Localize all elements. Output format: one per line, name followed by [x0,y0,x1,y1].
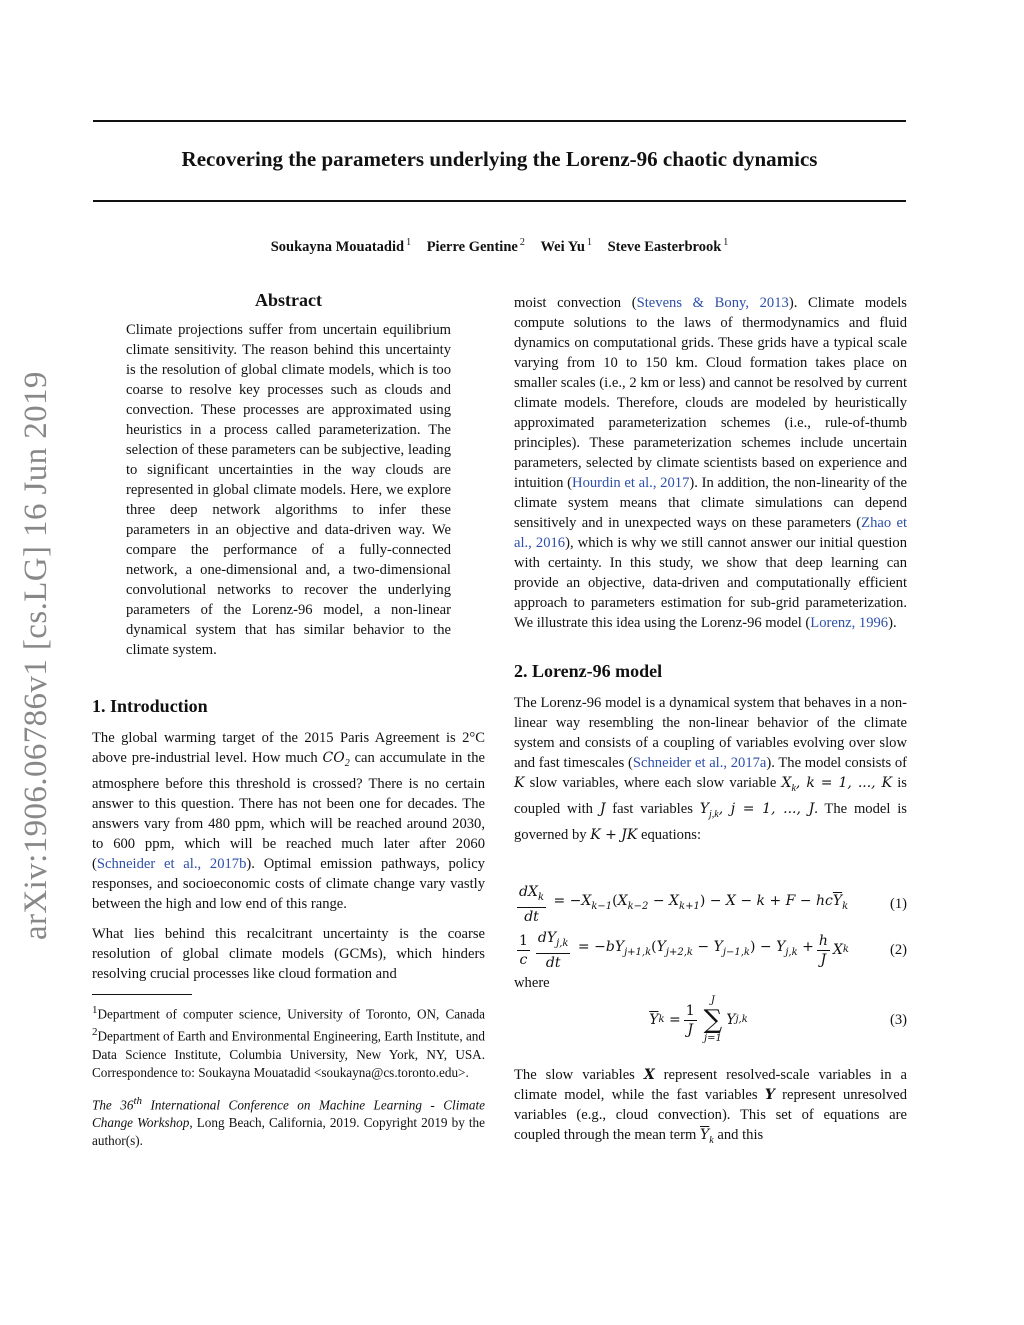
author: Steve Easterbrook $^1$ [607,237,729,255]
left-column [92,290,485,1150]
citation-link[interactable]: Zhao et al., 2016 [514,515,907,551]
arxiv-stamp: arXiv:1906.06786v1 [cs.LG] 16 Jun 2019 [18,371,54,940]
paper-title: Recovering the parameters underlying the Lorenz-96 chaotic dynamics [181,147,818,171]
equation-2: $\frac{1}{c}$ $\frac{dY_{j,k}}{dt}$ = $-bY_{j+1,k}(Y_{j+2,k} - Y_{j-1,k}) - Y_{j,k}$ + $\frac{h}{J}$ X k (2) [519,929,907,971]
intro-paragraph-1: The global warming target of the 2015 Paris Agreement is 2°C above pre-industrial level. How much $CO_2$ can accumulate in the atmosphere before this threshold is crossed? There is no certain answer to this question. There has not been one for decades. The answers vary from 480 ppm, which will be reached around 2030, to 600 ppm, which will be reached much later after 2060 (Schneider et al., 2017b). Optimal emission pathways, policy responses, and socioeconomic costs of climate change vary vastly between the high and low end of this range. [92,730,486,912]
author: Wei Yu $^1$ [540,237,592,255]
right-paragraph-1: moist convection (Stevens & Bony, 2013). Climate models compute solutions to the laws of thermodynamics and fluid dynamics on computational grids. These grids have a typical scale varying from 10 to 150 km. Cloud formation takes place on smaller scales (i.e., 2 km or less) and cannot be resolved by current climate models. Therefore, clouds are modeled by heuristically approximated parameterization schemes (i.e., rule-of-thumb principles). These parameterization schemes include uncertain parameters, selected by climate scientists based on experience and intuition (Hourdin et al., 2017). In addition, the non-linearity of the climate system means that climate simulations can depend sensitively and in unexpected ways on these parameters (Zhao et al., 2016), which is why we still cannot answer our initial question with certainty. In this study, we show that deep learning can provide an objective, data-driven and computationally efficient approach to parameters estimation for sub-grid parameterization. We illustrate this idea using the Lorenz-96 model (Lorenz, 1996). [514,295,907,631]
equation-1: $\frac{dX_k}{dt}$ = $-X_{k-1}(X_{k-2} - X_{k+1}) - X - k + F - hc\overline{Y}_k$ (1) [519,883,907,925]
author: Soukayna Mouatadid $^1$ [270,237,412,255]
affiliation-footnote: $^1$Department of computer science, University of Toronto, ON, Canada $^2$Department of Earth and Environmental Engineering, Earth Institute, and Data Science Institute, Columbia University, New York, NY, USA. Correspondence to: Soukayna Mouatadid <soukayna@cs.toronto.edu>. [92,1004,485,1080]
citation-link[interactable]: Schneider et al., 2017b [96,856,247,872]
abstract-text: Climate projections suffer from uncertain equilibrium climate sensitivity. The reason behind this uncertainty is the resolution of global climate models, which is too coarse to resolve key processes such as clouds and convection. These processes are approximated using heuristics in a process called parameterization. The selection of these parameters can be subjective, leading to significant uncertainties in the way clouds are represented in global climate models. Here, we explore three deep network algorithms to infer these parameters in an objective and data-driven way. We compare the performance of a fully-connected network, a one-dimensional and, a two-dimensional convolutional networks to recover the underlying parameters of the Lorenz-96 model, a non-linear dynamical system that has similar behavior to the climate system. [126,322,451,658]
intro-heading: 1. Introduction [92,696,208,716]
author-list [93,237,906,256]
title-rule-bottom [93,200,906,202]
variables-paragraph: The slow variables X represent resolved-scale variables in a climate model, while the fast variables Y represent unresolved variables (e.g., cloud convection). This set of equations are coupled through the mean term $\overline{Y}_k$ and this [514,1067,907,1146]
conference-note: The 36th International Conference on Machine Learning - Climate Change Workshop, Long Beach, California, 2019. Copyright 2019 by the author(s). [92,1094,485,1149]
right-column [514,293,907,1151]
citation-link[interactable]: Schneider et al., 2017a [632,755,767,771]
lorenz-paragraph: The Lorenz-96 model is a dynamical system that behaves in a non-linear way resembling the non-linear behavior of the climate system and consists of a coupling of variables evolving over slow and fast timescales (Schneider et al., 2017a). The model consists of K slow variables, where each slow variable $X_k$, k = 1, ..., K is coupled with J fast variables $Y_{j,k}$, j = 1, ..., J. The model is governed by K + JK equations: [514,695,908,843]
intro-paragraph-2: What lies behind this recalcitrant uncertainty is the coarse resolution of global climate models (GCMs), which hinders resolving crucial processes like cloud formation and [92,926,485,982]
citation-link[interactable]: Stevens & Bony, 2013 [636,295,789,311]
where-label: where [514,975,550,991]
footnote-rule [92,994,192,995]
citation-link[interactable]: Lorenz, 1996 [810,615,889,631]
abstract-heading: Abstract [255,290,322,310]
equation-3: $\overline{Y}$ k = $\frac{1}{J}$ J ∑ j=1 Y j,k (3) [649,995,907,1044]
citation-link[interactable]: Hourdin et al., 2017 [572,475,690,491]
author: Pierre Gentine $^2$ [426,237,525,255]
lorenz-heading: 2. Lorenz-96 model [514,661,663,681]
title-rule-top [93,120,906,122]
